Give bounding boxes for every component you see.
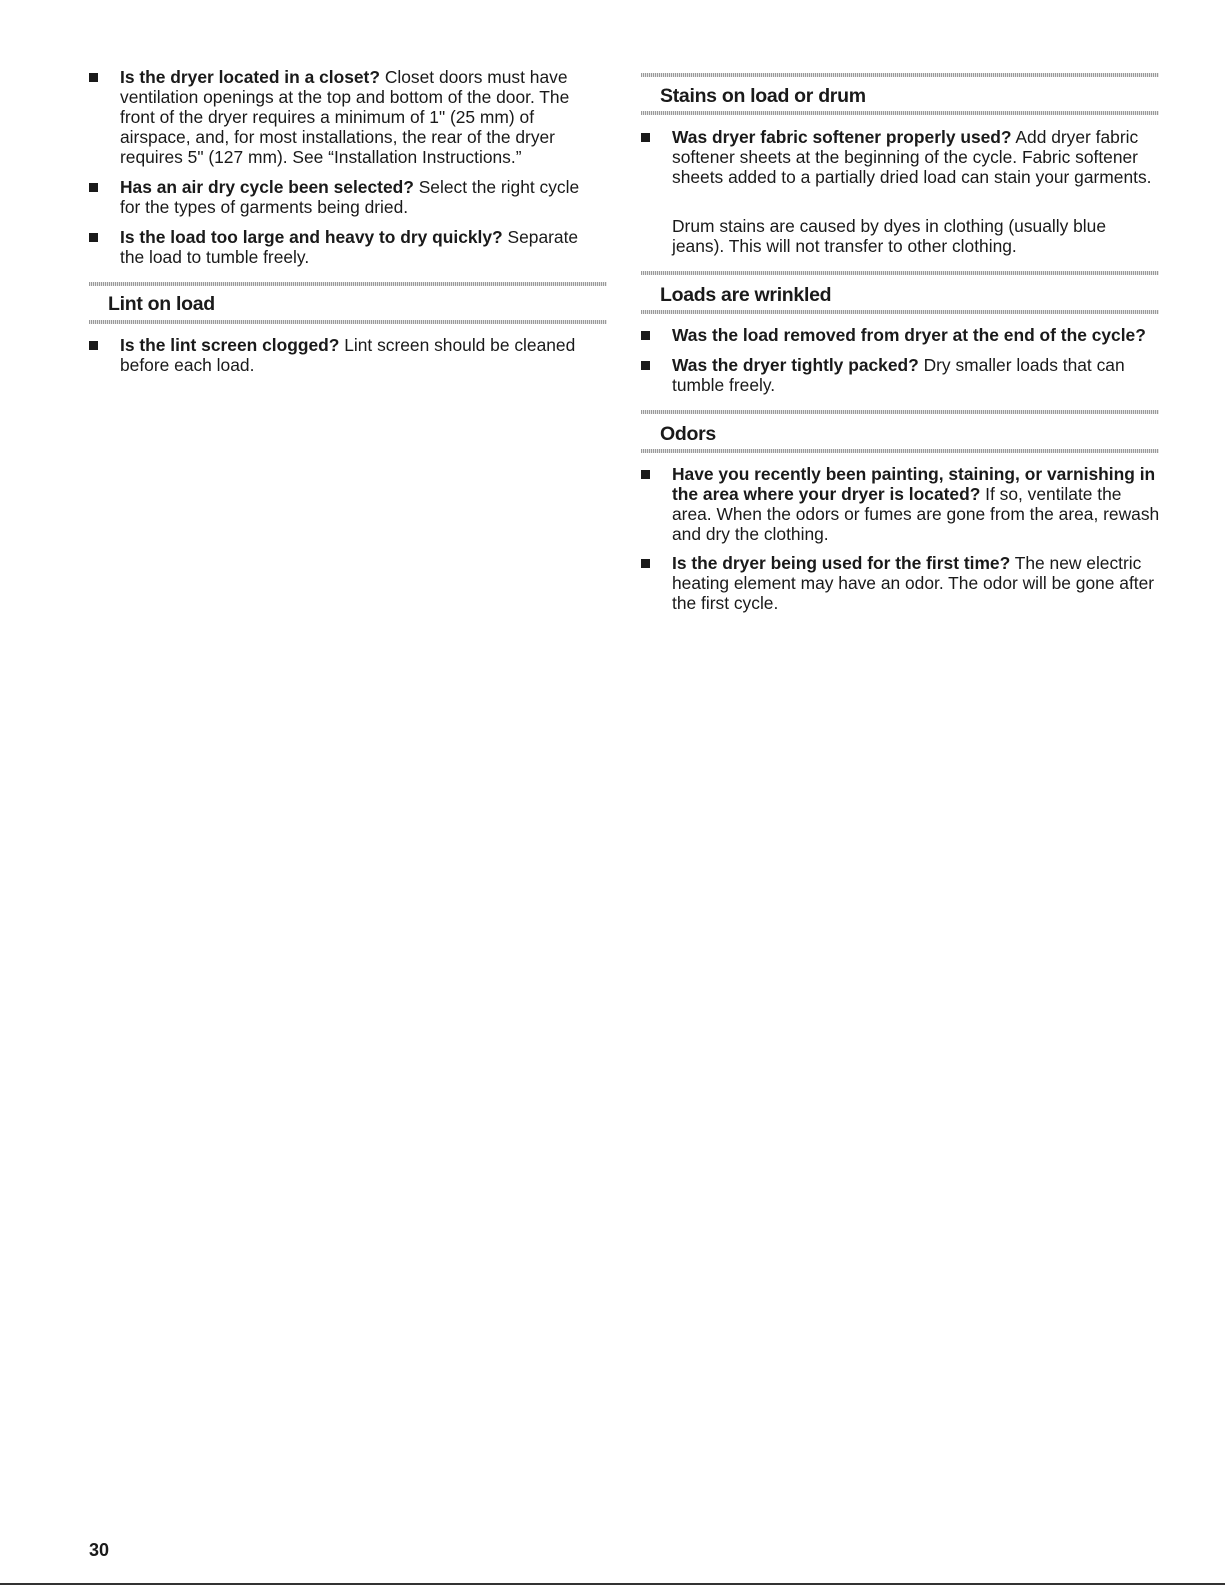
question-text: Was dryer fabric softener properly used? xyxy=(672,127,1012,147)
question-text: Is the dryer being used for the first time? xyxy=(672,553,1011,573)
answer-text: If so, ventilate the area. When the odors or fumes are gone from the area, rewash and dry the clothing. xyxy=(672,484,1160,544)
question-text: Is the load too large and heavy to dry quickly? xyxy=(120,227,503,247)
answer-text: Select the right cycle for the types of garments being dried. xyxy=(120,177,580,217)
answer-text: Lint screen should be cleaned before each load. xyxy=(120,335,576,375)
list-item xyxy=(120,335,600,375)
section-divider xyxy=(641,449,1159,453)
answer-text: Dry smaller loads that can tumble freely. xyxy=(672,355,1125,395)
answer-text: Separate the load to tumble freely. xyxy=(120,227,579,267)
bullet-icon xyxy=(641,331,650,340)
section-divider xyxy=(641,410,1159,414)
question-text: Is the dryer located in a closet? xyxy=(120,67,380,87)
question-text: Was the dryer tightly packed? xyxy=(672,355,919,375)
bullet-icon xyxy=(89,341,98,350)
section-title-lint: Lint on load xyxy=(108,293,215,315)
stains-note: Drum stains are caused by dyes in clothing (usually blue jeans). This will not transfer to other clothing. xyxy=(672,216,1107,256)
list-item xyxy=(672,553,1159,613)
answer-text: Closet doors must have ventilation openings at the top and bottom of the door. The front of the dryer requires a minimum of 1" (25 mm) of airspace, and, for most installations, the rear of the dryer requires 5" (127 mm). See “Installation Instructions.” xyxy=(120,67,570,167)
section-divider xyxy=(641,111,1159,115)
question-text: Was the load removed from dryer at the end of the cycle? xyxy=(672,325,1146,345)
section-divider xyxy=(641,271,1159,275)
section-divider xyxy=(89,320,607,324)
list-item xyxy=(120,227,600,267)
list-item xyxy=(672,355,1159,395)
bullet-icon xyxy=(641,133,650,142)
section-title-odors: Odors xyxy=(660,423,716,445)
list-item xyxy=(672,325,1172,345)
bullet-icon xyxy=(89,73,98,82)
page-number: 30 xyxy=(89,1540,110,1560)
section-divider xyxy=(89,282,607,286)
list-item xyxy=(672,464,1162,544)
question-text: Has an air dry cycle been selected? xyxy=(120,177,414,197)
question-text: Have you recently been painting, staining, or varnishing in the area where your dryer is located? xyxy=(672,464,1156,504)
bullet-icon xyxy=(641,361,650,370)
list-item xyxy=(120,177,600,217)
bullet-icon xyxy=(641,470,650,479)
bullet-icon xyxy=(89,183,98,192)
bullet-icon xyxy=(89,233,98,242)
list-item xyxy=(672,127,1159,187)
question-text: Is the lint screen clogged? xyxy=(120,335,340,355)
section-title-stains: Stains on load or drum xyxy=(660,85,866,107)
section-title-wrinkled: Loads are wrinkled xyxy=(660,284,832,306)
list-item xyxy=(120,67,600,167)
section-divider xyxy=(641,310,1159,314)
section-divider xyxy=(641,73,1159,77)
answer-text: Add dryer fabric softener sheets at the beginning of the cycle. Fabric softener sheets added to a partially dried load can stain your garments. xyxy=(672,127,1152,187)
answer-text: The new electric heating element may have an odor. The odor will be gone after the first cycle. xyxy=(672,553,1155,613)
bullet-icon xyxy=(641,559,650,568)
